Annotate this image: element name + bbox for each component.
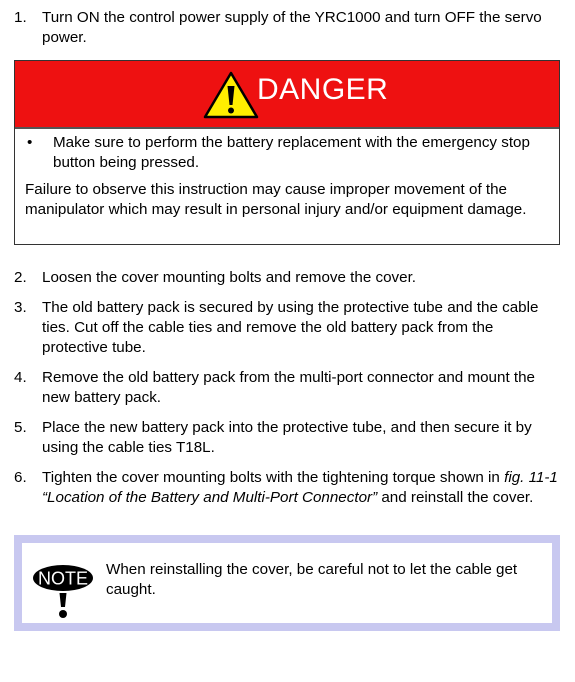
figure-reference-link[interactable]: fig. 11-1 “Location of the Battery and Multi-Port Connector” [42,469,558,506]
note-box [14,535,560,631]
step-number: 4. [14,369,27,386]
danger-box [14,60,560,245]
step-text: Loosen the cover mounting bolts and remove the cover. [42,269,417,286]
step-text: Remove the old battery pack from the multi-port connector and mount the new battery pack. [42,369,536,406]
step-text-end: and reinstall the cover. [377,489,534,506]
step-text: Turn ON the control power supply of the YRC1000 and turn OFF the servo power. [42,9,542,46]
step-text [42,468,562,508]
danger-title: DANGER [257,73,389,106]
danger-header [15,61,559,127]
step-number: 2. [14,269,27,286]
note-text: When reinstalling the cover, be careful not to let the cable get caught. [106,561,518,598]
note-content [22,543,552,623]
step-number: 1. [14,9,27,26]
warning-triangle-icon [203,71,259,119]
step-number: 6. [14,469,27,486]
note-exclamation-icon [32,565,94,621]
step-text: The old battery pack is secured by using the protective tube and the cable ties. Cut off the cable ties and remove the old battery pack from the protective tube. [42,299,539,356]
danger-bullet-text: Make sure to perform the battery replacement with the emergency stop button being pressed. [53,134,530,171]
step-text-start: Tighten the cover mounting bolts with the tightening torque shown in [42,469,505,486]
danger-body-text: Failure to observe this instruction may cause improper movement of the manipulator which may result in personal injury and/or equipment damage. [25,181,527,218]
bullet-symbol: • [27,134,33,151]
step-number: 5. [14,419,27,436]
danger-divider [15,127,559,129]
step-number: 3. [14,299,27,316]
step-text: Place the new battery pack into the protective tube, and then secure it by using the cable ties T18L. [42,419,532,456]
note-label: NOTE [37,568,89,589]
